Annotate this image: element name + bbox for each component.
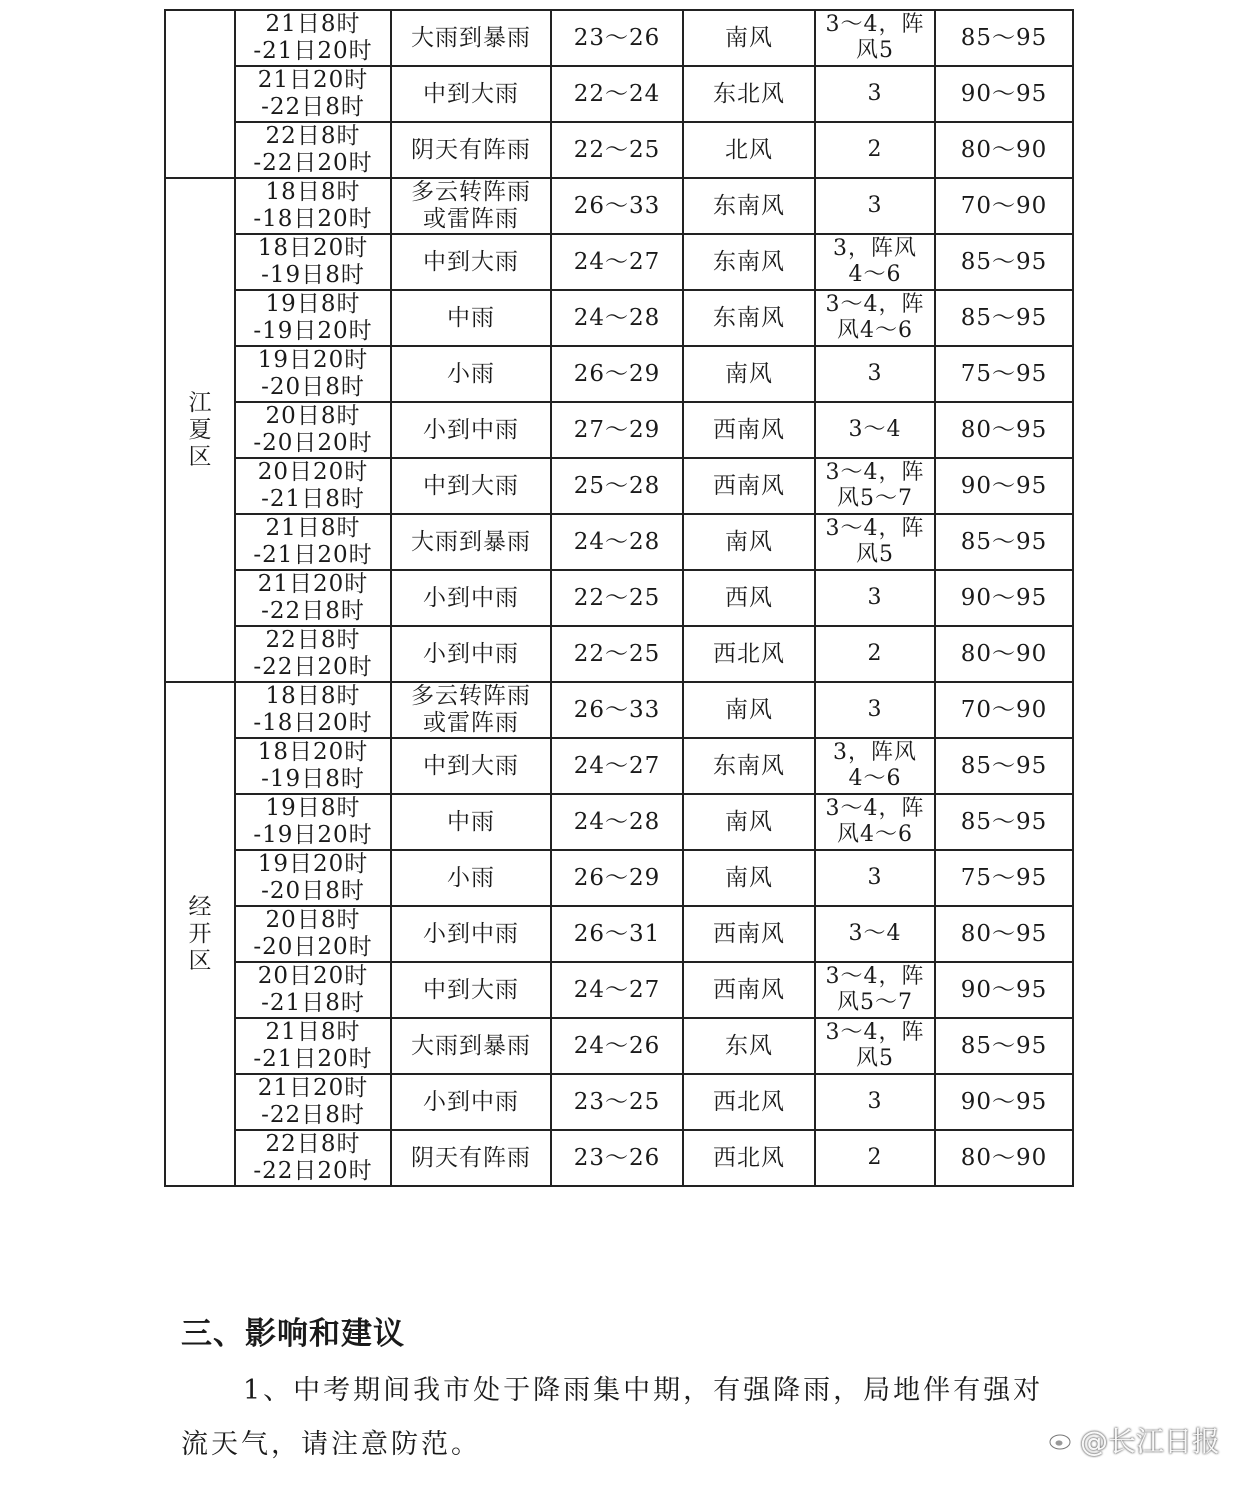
table-row xyxy=(165,682,1073,738)
wind-direction-cell: 西北风 xyxy=(683,1130,815,1186)
time-cell xyxy=(235,458,391,514)
wind-level-cell-line: 风5～7 xyxy=(837,990,913,1015)
table-row xyxy=(165,514,1073,570)
humidity-cell: 85～95 xyxy=(935,738,1073,794)
wind-level-cell xyxy=(815,850,935,906)
time-cell xyxy=(235,178,391,234)
temperature-cell: 22～25 xyxy=(551,122,683,178)
wind-level-cell-line: 风4～6 xyxy=(837,822,913,847)
watermark xyxy=(1048,1420,1220,1460)
wind-level-cell-line: 3 xyxy=(867,865,883,890)
time-cell-line: -19日8时 xyxy=(261,262,365,288)
wind-level-cell-line: 3 xyxy=(867,697,883,722)
wind-level-cell-line: 3～4 xyxy=(848,417,902,442)
wind-level-cell-line: 3～4 xyxy=(848,921,902,946)
weather-cell xyxy=(391,570,551,626)
humidity-cell: 75～95 xyxy=(935,346,1073,402)
time-cell xyxy=(235,402,391,458)
weather-cell-line: 小到中雨 xyxy=(423,640,519,667)
wind-level-cell-line: 3～4，阵 xyxy=(825,460,925,485)
wind-direction-cell: 西南风 xyxy=(683,402,815,458)
weather-cell-line: 中到大雨 xyxy=(423,248,519,275)
weather-cell-line: 小到中雨 xyxy=(423,416,519,443)
weather-cell xyxy=(391,178,551,234)
table-row xyxy=(165,1074,1073,1130)
humidity-cell: 85～95 xyxy=(935,290,1073,346)
time-cell xyxy=(235,962,391,1018)
temperature-cell: 22～25 xyxy=(551,570,683,626)
time-cell xyxy=(235,10,391,66)
weather-cell xyxy=(391,122,551,178)
time-cell xyxy=(235,682,391,738)
humidity-cell: 85～95 xyxy=(935,234,1073,290)
wind-direction-cell: 东南风 xyxy=(683,738,815,794)
humidity-cell: 85～95 xyxy=(935,514,1073,570)
wind-direction-cell: 西北风 xyxy=(683,1074,815,1130)
weather-cell xyxy=(391,1018,551,1074)
wind-direction-cell: 西南风 xyxy=(683,962,815,1018)
time-cell-line: -21日20时 xyxy=(253,38,373,64)
weather-cell xyxy=(391,1130,551,1186)
time-cell-line: 19日8时 xyxy=(265,291,361,317)
weather-cell-line: 小到中雨 xyxy=(423,1088,519,1115)
humidity-cell: 85～95 xyxy=(935,794,1073,850)
time-cell-line: -20日20时 xyxy=(253,934,373,960)
weather-cell xyxy=(391,794,551,850)
wind-direction-cell: 南风 xyxy=(683,794,815,850)
table-row xyxy=(165,738,1073,794)
wind-direction-cell: 北风 xyxy=(683,122,815,178)
humidity-cell: 90～95 xyxy=(935,1074,1073,1130)
time-cell-line: -18日20时 xyxy=(253,206,373,232)
wind-level-cell xyxy=(815,290,935,346)
wind-level-cell-line: 3～4，阵 xyxy=(825,964,925,989)
wind-direction-cell: 西北风 xyxy=(683,626,815,682)
temperature-cell: 22～25 xyxy=(551,626,683,682)
wind-level-cell xyxy=(815,794,935,850)
wind-level-cell-line: 3，阵风 xyxy=(833,236,917,261)
time-cell-line: -19日20时 xyxy=(253,318,373,344)
time-cell xyxy=(235,738,391,794)
weather-cell-line: 小雨 xyxy=(447,864,495,891)
wind-level-cell xyxy=(815,514,935,570)
district-name: 江夏区 xyxy=(188,389,212,470)
wind-level-cell-line: 4～6 xyxy=(848,766,902,791)
time-cell-line: 20日20时 xyxy=(257,459,369,485)
weather-cell-line: 小到中雨 xyxy=(423,920,519,947)
time-cell-line: 20日20时 xyxy=(257,963,369,989)
time-cell xyxy=(235,514,391,570)
time-cell xyxy=(235,346,391,402)
temperature-cell: 23～26 xyxy=(551,10,683,66)
wind-level-cell-line: 4～6 xyxy=(848,262,902,287)
time-cell xyxy=(235,290,391,346)
wind-level-cell xyxy=(815,738,935,794)
wind-level-cell-line: 3 xyxy=(867,1089,883,1114)
weather-cell xyxy=(391,66,551,122)
weather-cell-line: 或雷阵雨 xyxy=(423,710,519,736)
humidity-cell: 90～95 xyxy=(935,570,1073,626)
wind-level-cell xyxy=(815,682,935,738)
time-cell-line: 21日20时 xyxy=(257,1075,369,1101)
wind-level-cell xyxy=(815,458,935,514)
weather-cell-line: 小雨 xyxy=(447,360,495,387)
weather-cell xyxy=(391,346,551,402)
weather-cell-line: 中雨 xyxy=(447,808,495,835)
time-cell-line: -21日8时 xyxy=(261,990,365,1016)
weather-cell xyxy=(391,1074,551,1130)
time-cell-line: 19日20时 xyxy=(257,851,369,877)
time-cell-line: 21日20时 xyxy=(257,67,369,93)
wind-level-cell-line: 2 xyxy=(867,1145,883,1170)
weibo-icon xyxy=(1048,1426,1076,1454)
wind-level-cell xyxy=(815,570,935,626)
weather-cell xyxy=(391,850,551,906)
temperature-cell: 24～27 xyxy=(551,738,683,794)
humidity-cell: 85～95 xyxy=(935,1018,1073,1074)
wind-direction-cell: 东南风 xyxy=(683,290,815,346)
wind-level-cell-line: 风5 xyxy=(856,38,894,63)
time-cell-line: -22日8时 xyxy=(261,1102,365,1128)
wind-level-cell-line: 2 xyxy=(867,137,883,162)
weather-cell-line: 阴天有阵雨 xyxy=(411,1144,531,1171)
wind-level-cell-line: 风5 xyxy=(856,542,894,567)
time-cell-line: -22日20时 xyxy=(253,1158,373,1184)
wind-level-cell xyxy=(815,906,935,962)
advice-paragraph: 1、中考期间我市处于降雨集中期，有强降雨，局地伴有强对流天气，请注意防范。 xyxy=(181,1375,1044,1460)
time-cell-line: -21日8时 xyxy=(261,486,365,512)
wind-direction-cell: 西风 xyxy=(683,570,815,626)
table-row xyxy=(165,1130,1073,1186)
district-cell xyxy=(165,178,235,682)
wind-direction-cell: 西南风 xyxy=(683,906,815,962)
temperature-cell: 26～29 xyxy=(551,850,683,906)
humidity-cell: 80～95 xyxy=(935,402,1073,458)
table-row xyxy=(165,178,1073,234)
weather-cell-line: 中到大雨 xyxy=(423,976,519,1003)
weather-cell-line: 大雨到暴雨 xyxy=(411,24,531,51)
wind-level-cell-line: 3，阵风 xyxy=(833,740,917,765)
wind-level-cell xyxy=(815,122,935,178)
temperature-cell: 23～26 xyxy=(551,1130,683,1186)
time-cell-line: -21日20时 xyxy=(253,542,373,568)
wind-direction-cell: 东南风 xyxy=(683,234,815,290)
time-cell-line: -20日8时 xyxy=(261,374,365,400)
table-row xyxy=(165,234,1073,290)
temperature-cell: 22～24 xyxy=(551,66,683,122)
wind-level-cell-line: 3 xyxy=(867,361,883,386)
temperature-cell: 26～31 xyxy=(551,906,683,962)
weather-cell-line: 中雨 xyxy=(447,304,495,331)
time-cell-line: 19日20时 xyxy=(257,347,369,373)
humidity-cell: 70～90 xyxy=(935,178,1073,234)
forecast-table-body xyxy=(165,10,1073,1186)
weather-cell-line: 多云转阵雨 xyxy=(411,683,531,709)
time-cell-line: 18日8时 xyxy=(265,179,361,205)
district-name: 经开区 xyxy=(188,893,212,974)
weather-cell xyxy=(391,514,551,570)
weather-cell-line: 或雷阵雨 xyxy=(423,206,519,232)
temperature-cell: 24～27 xyxy=(551,962,683,1018)
time-cell-line: -22日20时 xyxy=(253,150,373,176)
wind-level-cell-line: 风5～7 xyxy=(837,486,913,511)
table-row xyxy=(165,962,1073,1018)
weather-cell xyxy=(391,962,551,1018)
time-cell-line: -22日8时 xyxy=(261,94,365,120)
time-cell xyxy=(235,1018,391,1074)
wind-direction-cell: 南风 xyxy=(683,514,815,570)
temperature-cell: 24～28 xyxy=(551,514,683,570)
temperature-cell: 24～27 xyxy=(551,234,683,290)
time-cell xyxy=(235,234,391,290)
table-row xyxy=(165,1018,1073,1074)
weather-cell xyxy=(391,682,551,738)
wind-direction-cell: 南风 xyxy=(683,10,815,66)
time-cell-line: -22日20时 xyxy=(253,654,373,680)
wind-level-cell-line: 2 xyxy=(867,641,883,666)
wind-level-cell xyxy=(815,1130,935,1186)
weather-cell-line: 多云转阵雨 xyxy=(411,179,531,205)
time-cell-line: -20日20时 xyxy=(253,430,373,456)
table-row xyxy=(165,906,1073,962)
table-row xyxy=(165,570,1073,626)
wind-level-cell-line: 3～4，阵 xyxy=(825,796,925,821)
weather-cell-line: 阴天有阵雨 xyxy=(411,136,531,163)
table-row xyxy=(165,458,1073,514)
time-cell-line: 22日8时 xyxy=(265,627,361,653)
weather-cell xyxy=(391,290,551,346)
wind-level-cell xyxy=(815,1018,935,1074)
wind-level-cell xyxy=(815,346,935,402)
wind-level-cell xyxy=(815,626,935,682)
temperature-cell: 27～29 xyxy=(551,402,683,458)
wind-level-cell-line: 3～4，阵 xyxy=(825,12,925,37)
temperature-cell: 26～33 xyxy=(551,178,683,234)
humidity-cell: 70～90 xyxy=(935,682,1073,738)
weather-cell-line: 大雨到暴雨 xyxy=(411,1032,531,1059)
weather-cell xyxy=(391,402,551,458)
temperature-cell: 23～25 xyxy=(551,1074,683,1130)
wind-level-cell-line: 3～4，阵 xyxy=(825,1020,925,1045)
time-cell-line: 21日8时 xyxy=(265,515,361,541)
wind-level-cell xyxy=(815,10,935,66)
humidity-cell: 85～95 xyxy=(935,10,1073,66)
table-row xyxy=(165,10,1073,66)
district-cell xyxy=(165,682,235,1186)
wind-direction-cell: 西南风 xyxy=(683,458,815,514)
wind-direction-cell: 东北风 xyxy=(683,66,815,122)
wind-direction-cell: 东风 xyxy=(683,1018,815,1074)
time-cell xyxy=(235,626,391,682)
temperature-cell: 24～26 xyxy=(551,1018,683,1074)
time-cell-line: -21日20时 xyxy=(253,1046,373,1072)
weather-cell xyxy=(391,458,551,514)
table-row xyxy=(165,794,1073,850)
weather-cell xyxy=(391,738,551,794)
wind-level-cell xyxy=(815,1074,935,1130)
wind-level-cell-line: 3 xyxy=(867,81,883,106)
weather-cell xyxy=(391,906,551,962)
time-cell-line: 20日8时 xyxy=(265,403,361,429)
time-cell-line: 19日8时 xyxy=(265,795,361,821)
wind-level-cell-line: 3～4，阵 xyxy=(825,516,925,541)
table-row xyxy=(165,346,1073,402)
humidity-cell: 90～95 xyxy=(935,66,1073,122)
time-cell-line: 21日8时 xyxy=(265,11,361,37)
wind-level-cell-line: 风4～6 xyxy=(837,318,913,343)
weather-cell xyxy=(391,10,551,66)
time-cell-line: -18日20时 xyxy=(253,710,373,736)
humidity-cell: 90～95 xyxy=(935,458,1073,514)
weather-cell-line: 大雨到暴雨 xyxy=(411,528,531,555)
time-cell xyxy=(235,122,391,178)
table-row xyxy=(165,290,1073,346)
table-row xyxy=(165,626,1073,682)
time-cell xyxy=(235,906,391,962)
time-cell-line: 18日20时 xyxy=(257,235,369,261)
table-row xyxy=(165,402,1073,458)
weather-cell-line: 中到大雨 xyxy=(423,752,519,779)
wind-level-cell xyxy=(815,234,935,290)
wind-level-cell-line: 3 xyxy=(867,585,883,610)
forecast-table xyxy=(164,9,1074,1187)
time-cell xyxy=(235,570,391,626)
weather-cell-line: 小到中雨 xyxy=(423,584,519,611)
wind-level-cell-line: 3～4，阵 xyxy=(825,292,925,317)
wind-level-cell xyxy=(815,178,935,234)
time-cell-line: -19日8时 xyxy=(261,766,365,792)
humidity-cell: 80～90 xyxy=(935,626,1073,682)
time-cell xyxy=(235,850,391,906)
time-cell-line: -22日8时 xyxy=(261,598,365,624)
wind-level-cell xyxy=(815,962,935,1018)
wind-direction-cell: 东南风 xyxy=(683,178,815,234)
temperature-cell: 24～28 xyxy=(551,794,683,850)
time-cell xyxy=(235,66,391,122)
humidity-cell: 90～95 xyxy=(935,962,1073,1018)
wind-level-cell-line: 3 xyxy=(867,193,883,218)
wind-direction-cell: 南风 xyxy=(683,682,815,738)
weather-cell xyxy=(391,234,551,290)
weather-cell xyxy=(391,626,551,682)
humidity-cell: 80～95 xyxy=(935,906,1073,962)
time-cell-line: 21日8时 xyxy=(265,1019,361,1045)
wind-level-cell-line: 风5 xyxy=(856,1046,894,1071)
weather-cell-line: 中到大雨 xyxy=(423,80,519,107)
time-cell-line: 22日8时 xyxy=(265,1131,361,1157)
temperature-cell: 24～28 xyxy=(551,290,683,346)
time-cell-line: 18日8时 xyxy=(265,683,361,709)
time-cell xyxy=(235,794,391,850)
table-row xyxy=(165,122,1073,178)
time-cell-line: 22日8时 xyxy=(265,123,361,149)
wind-direction-cell: 南风 xyxy=(683,346,815,402)
humidity-cell: 80～90 xyxy=(935,122,1073,178)
humidity-cell: 75～95 xyxy=(935,850,1073,906)
time-cell-line: 20日8时 xyxy=(265,907,361,933)
wind-direction-cell: 南风 xyxy=(683,850,815,906)
humidity-cell: 80～90 xyxy=(935,1130,1073,1186)
district-cell xyxy=(165,10,235,178)
wind-level-cell xyxy=(815,66,935,122)
time-cell xyxy=(235,1074,391,1130)
time-cell-line: -20日8时 xyxy=(261,878,365,904)
time-cell-line: 18日20时 xyxy=(257,739,369,765)
table-row xyxy=(165,66,1073,122)
time-cell xyxy=(235,1130,391,1186)
table-row xyxy=(165,850,1073,906)
watermark-text: @长江日报 xyxy=(1079,1425,1220,1458)
wind-level-cell xyxy=(815,402,935,458)
weather-cell-line: 中到大雨 xyxy=(423,472,519,499)
section-title: 三、影响和建议 xyxy=(181,1316,405,1352)
time-cell-line: -19日20时 xyxy=(253,822,373,848)
temperature-cell: 26～29 xyxy=(551,346,683,402)
temperature-cell: 25～28 xyxy=(551,458,683,514)
temperature-cell: 26～33 xyxy=(551,682,683,738)
time-cell-line: 21日20时 xyxy=(257,571,369,597)
